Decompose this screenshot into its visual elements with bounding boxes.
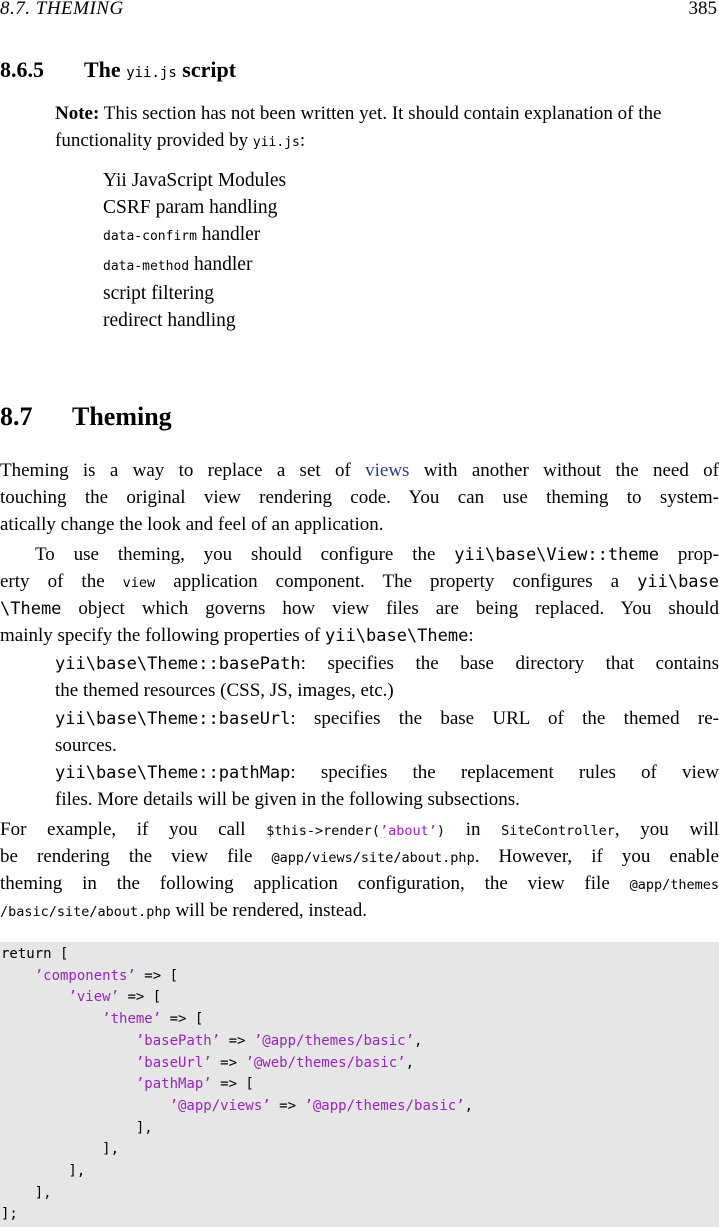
prop-item: yii\base\Theme::basePath: specifies the base directory that contains — [55, 653, 719, 674]
para3-line: For example, if you call $this->render(’about’) in SiteController, you will — [0, 819, 719, 840]
subsection-number: 8.6.5 — [0, 57, 44, 82]
section-title: Theming — [72, 402, 172, 431]
subsection-title-code: yii.js — [126, 65, 177, 81]
para3-line: theming in the following application configuration, the view file @app/themes — [0, 873, 719, 894]
code-listing — [0, 942, 719, 1227]
list-item: CSRF param handling — [103, 197, 278, 219]
list-item: data-method handler — [103, 253, 253, 275]
para1-line: touching the original view rendering code. You can use theming to system- — [0, 487, 719, 508]
prop-item-cont: sources. — [55, 735, 117, 756]
views-link[interactable]: views — [365, 460, 410, 481]
para2-line: To use theming, you should configure the yii\base\View::theme prop- — [35, 544, 719, 565]
prop-item-cont: the themed resources (CSS, JS, images, etc.) — [55, 680, 394, 701]
para2-line: mainly specify the following properties of yii\base\Theme: — [0, 625, 474, 646]
para1-line: Theming is a way to replace a set of views with another without the need of — [0, 460, 719, 481]
list-item: redirect handling — [103, 310, 236, 332]
para1-line: atically change the look and feel of an application. — [0, 514, 384, 535]
list-item: Yii JavaScript Modules — [103, 170, 287, 191]
note-text-1: This section has not been written yet. It should contain explanation of the functionality provided by — [55, 103, 662, 151]
code-block: return [ ’components’ => [ ’view’ => [ ’theme’ => [ ’basePath’ => ’@app/themes/basic’, ’baseUrl’ => ’@web/themes/basic’, ’pathMap’ => [ ’@app/views’ => ’@app/themes/basic’, ], ], ], ], ]; — [1, 946, 474, 1223]
subsection-title-pre: The — [84, 57, 127, 82]
para3-line: be rendering the view file @app/views/site/about.php. However, if you enable — [0, 846, 719, 867]
para2-line: \Theme object which governs how view files are being replaced. You should — [0, 598, 719, 619]
note-text-2: : — [299, 130, 306, 151]
note-label: Note: — [55, 103, 100, 124]
subsection-title-post: script — [176, 57, 237, 82]
para3-line: /basic/site/about.php will be rendered, instead. — [0, 900, 367, 921]
note-paragraph — [55, 100, 695, 156]
note-list — [103, 167, 286, 334]
prop-item-cont: files. More details will be given in the following subsections. — [55, 789, 520, 810]
section-number: 8.7 — [0, 402, 33, 431]
section-heading — [0, 402, 172, 432]
list-item: script filtering — [103, 282, 215, 304]
prop-item: yii\base\Theme::baseUrl: specifies the base URL of the themed re- — [55, 708, 719, 729]
page-number: 385 — [688, 0, 717, 19]
prop-item: yii\base\Theme::pathMap: specifies the replacement rules of view — [55, 762, 719, 783]
running-header: 8.7. THEMING — [0, 0, 124, 19]
subsection-heading — [0, 57, 236, 83]
list-item: data-confirm handler — [103, 224, 261, 246]
para2-line: erty of the view application component. The property configures a yii\base — [0, 571, 719, 592]
note-code: yii.js — [252, 135, 300, 150]
